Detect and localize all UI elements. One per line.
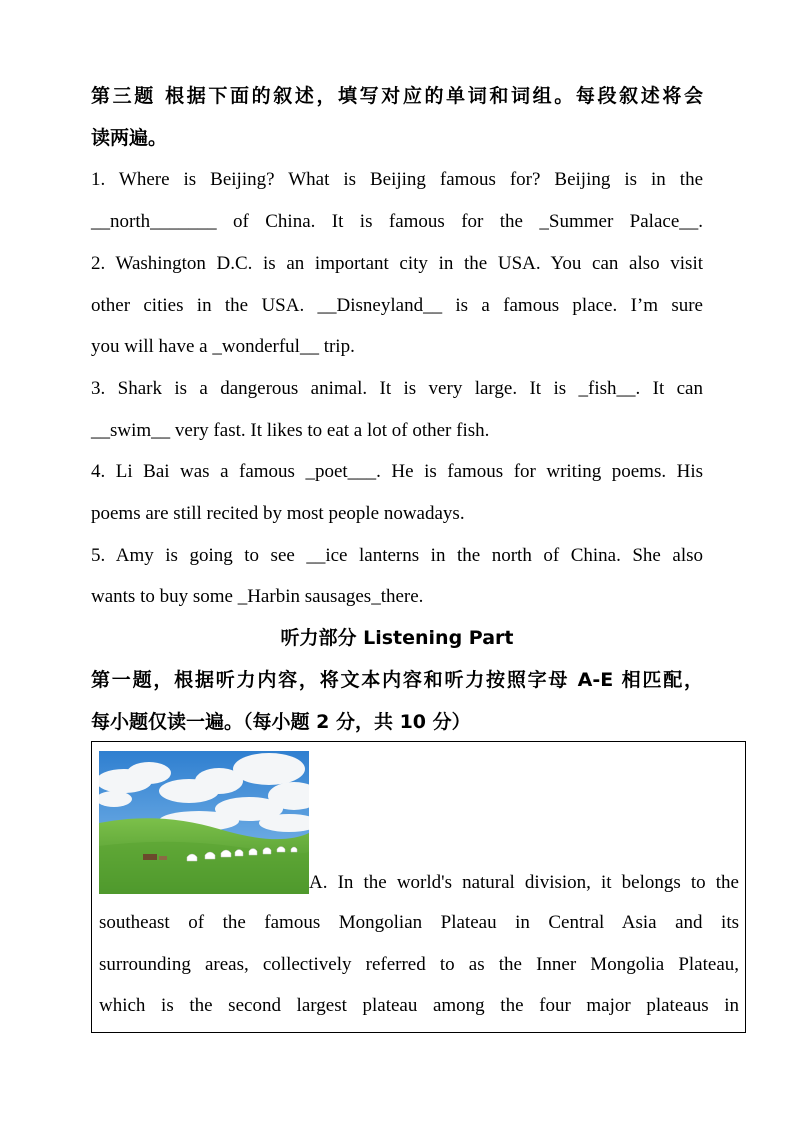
document-page bbox=[91, 76, 703, 743]
question-2-line1: 2. Washington D.C. is an important city in the USA. You can also visit bbox=[91, 252, 703, 274]
question-2-line2: other cities in the USA. __Disneyland__ is a famous place. I’m sure bbox=[91, 294, 703, 316]
question-5-line1: 5. Amy is going to see __ice lanterns in the north of China. She also bbox=[91, 544, 703, 566]
question-5-line2: wants to buy some _Harbin sausages_there. bbox=[91, 586, 424, 608]
matching-text-box bbox=[91, 741, 746, 1033]
matching-text-box-content bbox=[99, 751, 739, 1027]
item-a-line2: southeast of the famous Mongolian Plateau in Central Asia and its bbox=[99, 912, 739, 933]
question-4-line1: 4. Li Bai was a famous _poet___. He is famous for writing poems. His bbox=[91, 461, 703, 483]
question-4-line2: poems are still recited by most people nowadays. bbox=[91, 503, 465, 525]
question-3-line1: 3. Shark is a dangerous animal. It is very large. It is _fish__. It can bbox=[91, 377, 703, 399]
section3-heading-line1: 第三题 根据下面的叙述，填写对应的单词和词组。每段叙述将会 bbox=[91, 85, 703, 107]
question-1-line1: 1. Where is Beijing? What is Beijing famous for? Beijing is in the bbox=[91, 169, 703, 191]
grassland-yurt-photo bbox=[99, 751, 309, 894]
question-3-line2: __swim__ very fast. It likes to eat a lot of other fish. bbox=[91, 419, 490, 441]
question-1-line2: __north_______ of China. It is famous for the _Summer Palace__. bbox=[91, 211, 703, 233]
listening-part-title-text: 听力部分 Listening Part bbox=[280, 627, 514, 650]
item-a-line4: which is the second largest plateau among the four major plateaus in bbox=[99, 995, 739, 1017]
listening-part-title bbox=[91, 618, 703, 660]
item-a-continuation bbox=[99, 902, 739, 1027]
listening-instruction-line1: 第一题，根据听力内容，将文本内容和听力按照字母 A-E 相匹配， bbox=[91, 668, 703, 691]
item-a-line1: A. In the world's natural division, it belongs to the bbox=[309, 872, 739, 893]
listening-instruction-line2: 每小题仅读一遍。（每小题 2 分，共 10 分） bbox=[91, 710, 471, 733]
question-2-line3: you will have a _wonderful__ trip. bbox=[91, 336, 355, 358]
item-a-line3: surrounding areas, collectively referred to as the Inner Mongolia Plateau, bbox=[99, 953, 739, 975]
item-a-row bbox=[99, 751, 739, 894]
section3-heading-line2: 读两遍。 bbox=[91, 126, 168, 149]
